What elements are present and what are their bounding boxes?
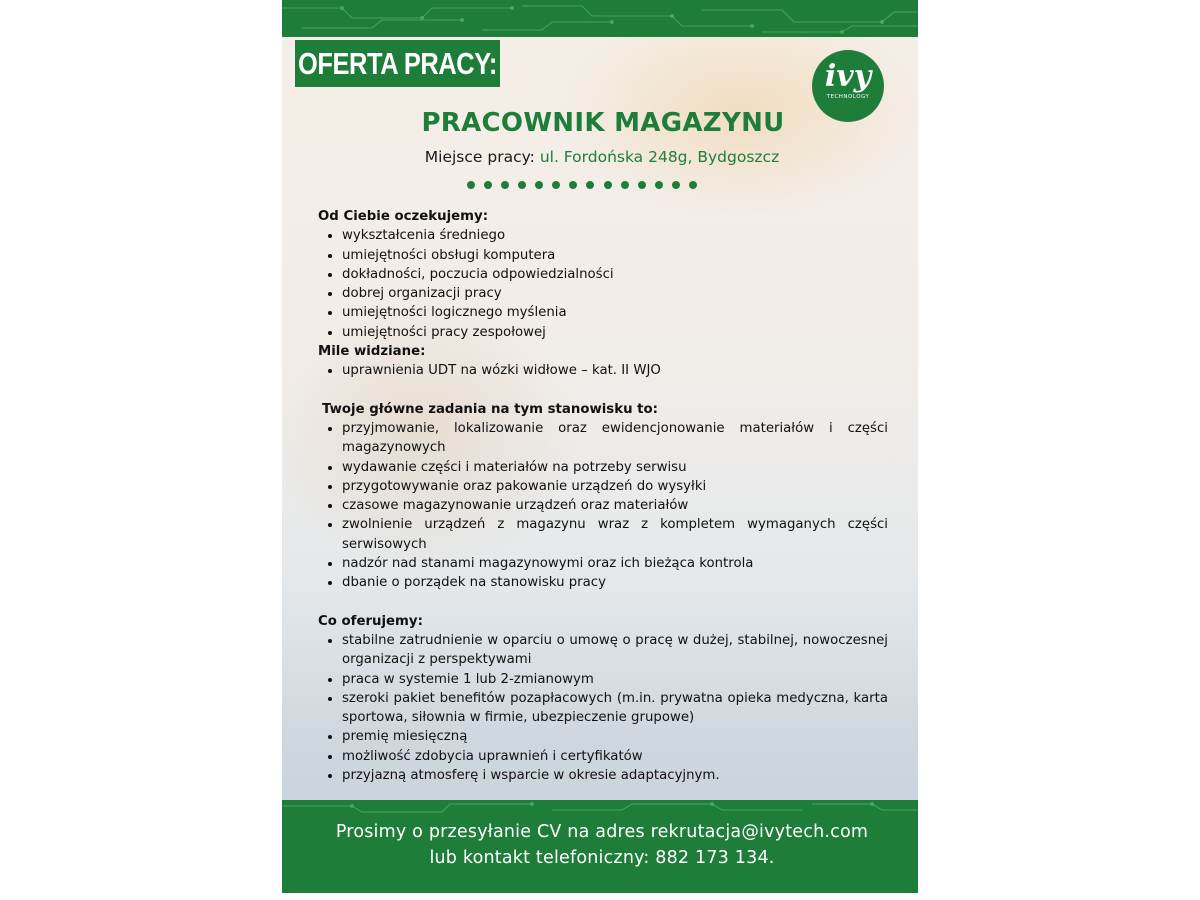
divider-dot [621,181,629,189]
divider-dot [518,181,526,189]
job-location [282,148,918,166]
requirements-heading: Od Ciebie oczekujemy: [318,209,489,224]
list-item: nadzór nad stanami magazynowymi oraz ich bieżąca kontrola [342,554,888,573]
offer-badge [295,40,500,87]
list-item: dbanie o porządek na stanowisku pracy [342,573,888,592]
nice-to-have-list [318,361,888,380]
list-item: praca w systemie 1 lub 2-zmianowym [342,670,888,689]
circuit-pattern [282,0,918,37]
list-item: przyjmowanie, lokalizowanie oraz ewidencjonowanie materiałów i części magazynowych [342,419,888,458]
list-item: premię miesięczną [342,727,888,746]
divider-dot [689,181,697,189]
contact-phone-line: lub kontakt telefoniczny: 882 173 134. [429,848,775,868]
list-item: umiejętności obsługi komputera [342,246,888,265]
job-offer-poster [282,0,918,893]
list-item: przygotowywanie oraz pakowanie urządzeń do wysyłki [342,477,888,496]
divider-dot [535,181,543,189]
offer-heading: Co oferujemy: [318,613,423,629]
tasks-list [318,419,888,593]
list-item: wykształcenia średniego [342,226,888,245]
list-item: dobrej organizacji pracy [342,284,888,303]
divider-dot [501,181,509,189]
contact-footer [282,800,918,893]
list-item: dokładności, poczucia odpowiedzialności [342,265,888,284]
divider-dot [638,181,646,189]
divider-dot [604,181,612,189]
list-item: możliwość zdobycia uprawnień i certyfikatów [342,747,888,766]
divider-dot [467,181,475,189]
nice-to-have-heading: Mile widziane: [318,344,426,360]
offer-content [318,207,888,785]
list-item: umiejętności logicznego myślenia [342,303,888,322]
divider-dot [586,181,594,189]
dot-divider [467,180,697,190]
top-circuit-band [282,0,918,37]
divider-dot [569,181,577,189]
list-item: stabilne zatrudnienie w oparciu o umowę o pracę w dużej, stabilnej, nowoczesnej organizacji z perspektywami [342,631,888,670]
divider-dot [672,181,680,189]
divider-dot [552,181,560,189]
offer-list [318,631,888,785]
list-item: szeroki pakiet benefitów pozapłacowych (m.in. prywatna opieka medyczna, karta sportowa, siłownia w firmie, ubezpieczenie grupowe) [342,689,888,728]
location-label: Miejsce pracy: [424,148,535,166]
divider-dot [484,181,492,189]
divider-dot [655,181,663,189]
requirements-list [318,226,888,342]
circuit-pattern [282,800,918,814]
job-title: PRACOWNIK MAGAZYNU [421,108,785,138]
location-value: ul. Fordońska 248g, Bydgoszcz [539,148,780,166]
list-item: wydawanie części i materiałów na potrzeby serwisu [342,458,888,477]
list-item: czasowe magazynowanie urządzeń oraz materiałów [342,496,888,515]
offer-badge-text: OFERTA PRACY: [298,45,497,81]
contact-email-line: Prosimy o przesyłanie CV na adres rekrutacja@ivytech.com [335,822,869,842]
contact-text [282,819,918,871]
logo-subtext: TECHNOLOGY [826,94,870,100]
list-item: uprawnienia UDT na wózki widłowe – kat. II WJO [342,361,888,380]
logo-text: ivy [824,59,872,94]
tasks-heading: Twoje główne zadania na tym stanowisku to: [322,401,658,417]
list-item: umiejętności pracy zespołowej [342,323,888,342]
list-item: przyjazną atmosferę i wsparcie w okresie adaptacyjnym. [342,766,888,785]
list-item: zwolnienie urządzeń z magazynu wraz z kompletem wymaganych części serwisowych [342,515,888,554]
